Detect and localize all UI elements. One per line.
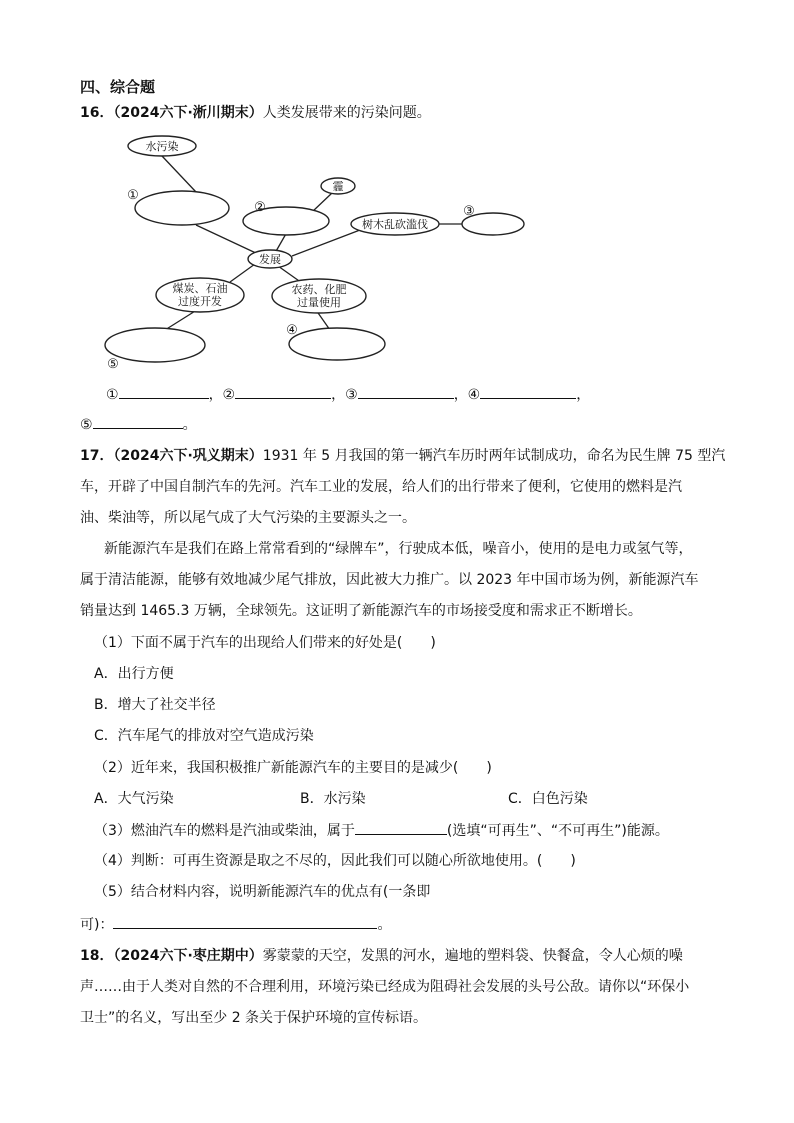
label-coal-1: 煤炭、石油 bbox=[172, 282, 228, 295]
option-1c[interactable]: C．汽车尾气的排放对空气造成污染 bbox=[94, 728, 314, 744]
label-coal-2: 过度开发 bbox=[178, 295, 222, 308]
question-17-line4: 新能源汽车是我们在路上常常看到的“绿牌车”，行驶成本低，噪音小，使用的是电力或氢气等， bbox=[104, 541, 693, 557]
question-16-text: 人类发展带来的污染问题。 bbox=[262, 105, 431, 121]
question-17-line3: 油、柴油等，所以尾气成了大气污染的主要源头之一。 bbox=[80, 510, 416, 526]
marker-5: ⑤ bbox=[107, 357, 119, 372]
link-center-coal bbox=[230, 264, 255, 282]
question-16-number: 16． bbox=[80, 105, 114, 121]
node-4-blank bbox=[289, 328, 385, 360]
question-17-sub5-line2: 可)： 。 bbox=[80, 914, 391, 935]
option-1b[interactable]: B．增大了社交半径 bbox=[94, 697, 216, 713]
link-haze-2 bbox=[312, 193, 332, 212]
marker-3: ③ bbox=[463, 204, 475, 219]
question-17-sub5-line1: （5）结合材料内容，说明新能源汽车的优点有(一条即 bbox=[94, 884, 431, 900]
question-17-line6: 销量达到 1465.3 万辆，全球领先。这证明了新能源汽车的市场接受度和需求正不断增长。 bbox=[80, 603, 642, 619]
answer-blank-2[interactable] bbox=[235, 384, 331, 399]
answer-blank-5[interactable] bbox=[93, 414, 183, 429]
question-17-source: （2024六下·巩义期末） bbox=[113, 448, 263, 464]
option-2b[interactable]: B．水污染 bbox=[300, 791, 366, 807]
option-2c[interactable]: C．白色污染 bbox=[508, 791, 588, 807]
label-center: 发展 bbox=[259, 253, 281, 266]
answer-blank-3[interactable] bbox=[358, 384, 454, 399]
section-title: 四、综合题 bbox=[80, 78, 156, 96]
label-pest-1: 农药、化肥 bbox=[291, 283, 347, 296]
node-5-blank bbox=[105, 328, 205, 362]
answer-blank-17-3[interactable] bbox=[355, 820, 447, 835]
question-17-sub4: （4）判断：可再生资源是取之不尽的，因此我们可以随心所欲地使用。( ) bbox=[94, 853, 576, 869]
question-18-source: （2024六下·枣庄期中） bbox=[113, 948, 263, 964]
label-water: 水污染 bbox=[145, 140, 179, 153]
link-1-center bbox=[196, 225, 258, 254]
question-16-answers-line2: ⑤ 。 bbox=[80, 414, 197, 435]
label-trees: 树木乱砍滥伐 bbox=[362, 218, 428, 231]
answer-blank-1[interactable] bbox=[119, 384, 209, 399]
question-17-line1: 17．（2024六下·巩义期末）1931 年 5 月我国的第一辆汽车历时两年试制成功，命名为民生牌 75 型汽 bbox=[80, 448, 726, 464]
marker-4: ④ bbox=[286, 323, 298, 338]
question-17-sub1: （1）下面不属于汽车的出现给人们带来的好处是( ) bbox=[94, 635, 436, 651]
marker-1: ① bbox=[127, 188, 139, 203]
question-18-line2: 声……由于人类对自然的不合理利用，环境污染已经成为阻碍社会发展的头号公敌。请你以“环保小 bbox=[80, 979, 690, 995]
question-16-answers-line1: ① ，② ，③ ，④ ， bbox=[106, 384, 590, 405]
question-17-sub3: （3）燃油汽车的燃料是汽油或柴油，属于 (选填“可再生”、“不可再生”)能源。 bbox=[94, 820, 669, 841]
node-1-blank bbox=[135, 191, 229, 225]
question-18-line1: 18．（2024六下·枣庄期中）雾蒙蒙的天空，发黑的河水，遍地的塑料袋、快餐盒，令人心烦的噪 bbox=[80, 948, 683, 964]
answer-blank-4[interactable] bbox=[480, 384, 576, 399]
marker-2: ② bbox=[254, 200, 266, 215]
answer-blank-17-5[interactable] bbox=[113, 914, 377, 929]
label-pest-2: 过量使用 bbox=[297, 296, 341, 309]
question-16-source: （2024六下·淅川期末） bbox=[113, 105, 263, 121]
link-water-1 bbox=[162, 156, 196, 192]
question-18-number: 18． bbox=[80, 948, 114, 964]
question-18-line3: 卫士”的名义，写出至少 2 条关于保护环境的宣传标语。 bbox=[80, 1010, 428, 1026]
question-17-line5: 属于清洁能源，能够有效地减少尾气排放，因此被大力推广。以 2023 年中国市场为例，新能源汽车 bbox=[80, 572, 699, 588]
option-2a[interactable]: A．大气污染 bbox=[94, 791, 174, 807]
label-haze: 霾 bbox=[332, 180, 344, 193]
option-1a[interactable]: A．出行方便 bbox=[94, 666, 174, 682]
question-17-sub2: （2）近年来，我国积极推广新能源汽车的主要目的是减少( ) bbox=[94, 760, 492, 776]
question-17-number: 17． bbox=[80, 448, 114, 464]
question-17-line2: 车，开辟了中国自制汽车的先河。汽车工业的发展，给人们的出行带来了便利，它使用的燃料是汽 bbox=[80, 479, 682, 495]
